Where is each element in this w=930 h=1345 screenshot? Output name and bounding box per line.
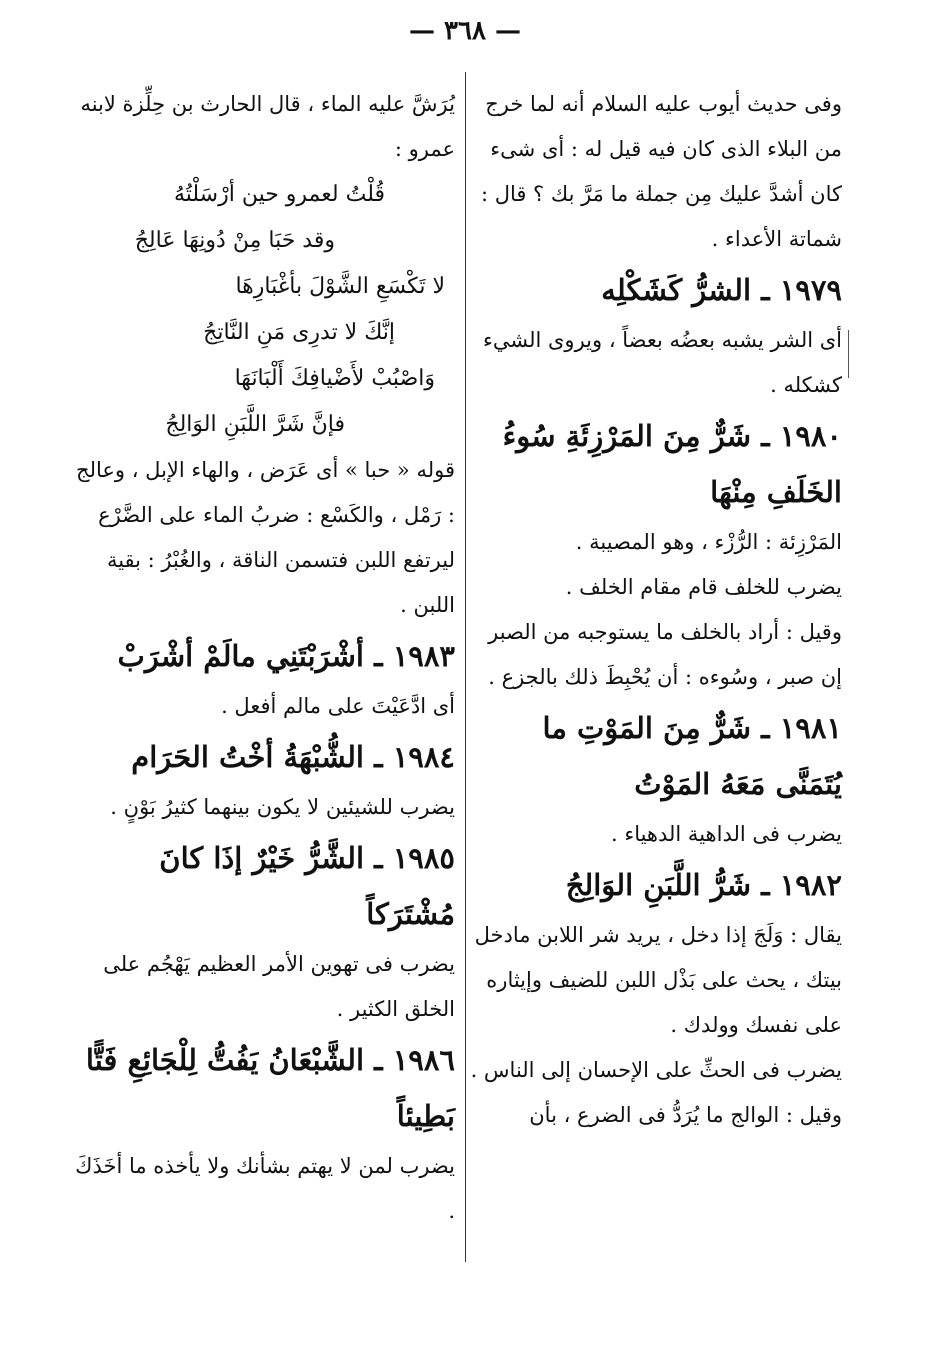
- paragraph: يقال : وَلَجَ إذا دخل ، يريد شر اللابن مادخل بيتك ، يحث على بَذْل اللبن للضيف وإيثاره على نفسك وولدك .: [474, 923, 842, 1037]
- proverb-heading: ١٩٨٤ ـ الشُّبْهَةُ أخْتُ الحَرَام: [131, 740, 455, 774]
- paragraph: يضرب للشيئين لا يكون بينهما كثيرُ بَوْنٍ .: [110, 795, 455, 819]
- paragraph: يُرَشَّ عليه الماء ، قال الحارث بن حِلِّزة لابنه عمرو :: [80, 92, 455, 161]
- paragraph: يضرب فى الحثِّ على الإحسان إلى الناس .: [470, 1058, 842, 1082]
- poem-verse: وَاصْبُبْ لأَضْيافِكَ أَلْبَانَهَا: [234, 366, 435, 391]
- proverb-heading: ١٩٨٠ ـ شَرٌّ مِنَ المَرْزِئَةِ سُوءُ الخَلَفِ مِنْهَا: [502, 419, 842, 509]
- left-column: [75, 82, 455, 1234]
- poem-verse: فإنَّ شَرَّ اللَّبَنِ الوَالِجُ: [165, 412, 345, 437]
- paragraph: أى الشر يشبه بعضُه بعضاً ، ويروى الشيء كشكله .: [482, 328, 842, 397]
- right-column: [470, 82, 842, 1138]
- paragraph: قوله « حبا » أى عَرَض ، والهاء الإبل ، وعالج : رَمْل ، والكَسْع : ضربُ الماء على الضَّرْع ليرتفع اللبن فتسمن الناقة ، والغُبْرُ : بقية اللبن .: [76, 458, 455, 617]
- column-divider: [465, 72, 466, 1262]
- proverb-heading: ١٩٨٥ ـ الشَّرُّ خَيْرٌ إذَا كانَ مُشْتَرَكاً: [159, 841, 455, 931]
- margin-mark: [848, 330, 849, 378]
- paragraph: يضرب للخلف قام مقام الخلف .: [565, 575, 842, 599]
- paragraph: يضرب فى الداهية الدهياء .: [610, 822, 842, 846]
- poem-verse: إنَّكَ لا تدرِى مَنِ النَّاتِجُ: [203, 320, 395, 345]
- paragraph: يضرب فى تهوين الأمر العظيم يَهْجُم على الخلق الكثير .: [103, 952, 455, 1021]
- poem-verse: قُلْتُ لعمرو حين أرْسَلْتُهُ: [173, 182, 385, 207]
- poem-verse: لا تَكْسَعِ الشَّوْلَ بأغْبَارِهَا: [235, 274, 445, 299]
- page-number: — ٣٦٨ —: [408, 16, 522, 46]
- proverb-heading: ١٩٧٩ ـ الشرُّ كَشَكْلِه: [601, 273, 842, 307]
- paragraph: وقيل : الوالج ما يُرَدُّ فى الضرع ، بأن: [529, 1103, 842, 1127]
- proverb-heading: ١٩٨١ ـ شَرٌّ مِنَ المَوْتِ ما يُتَمَنَّى مَعَهُ المَوْتُ: [542, 711, 842, 801]
- proverb-heading: ١٩٨٢ ـ شَرُّ اللَّبَنِ الوَالِجُ: [565, 868, 842, 902]
- proverb-heading: ١٩٨٦ ـ الشَّبْعَانُ يَفُتُّ لِلْجَائِعِ فَتًّا بَطِيئاً: [85, 1043, 455, 1133]
- paragraph: المَرْزِئة : الرُّزْء ، وهو المصيبة .: [575, 530, 842, 554]
- paragraph: وقيل : أراد بالخلف ما يستوجبه من الصبر إن صبر ، وسُوءه : أن يُحْبِطَ ذلك بالجزع .: [488, 620, 842, 689]
- paragraph: أى ادَّعَيْتَ على مالم أفعل .: [221, 694, 455, 718]
- paragraph: وفى حديث أيوب عليه السلام أنه لما خرج من البلاء الذى كان فيه قيل له : أى شىء كان أشدَّ عليك مِن جملة ما مَرَّ بك ؟ قال : شماتة الأعداء .: [480, 92, 842, 251]
- proverb-heading: ١٩٨٣ ـ أشْرَبْتَنِي مالَمْ أشْرَبْ: [117, 639, 455, 673]
- paragraph: يضرب لمن لا يهتم بشأنك ولا يأخذه ما أخَذَكَ .: [75, 1154, 455, 1223]
- poem-verse: وقد حَبَا مِنْ دُونِهَا عَالِجُ: [134, 228, 335, 253]
